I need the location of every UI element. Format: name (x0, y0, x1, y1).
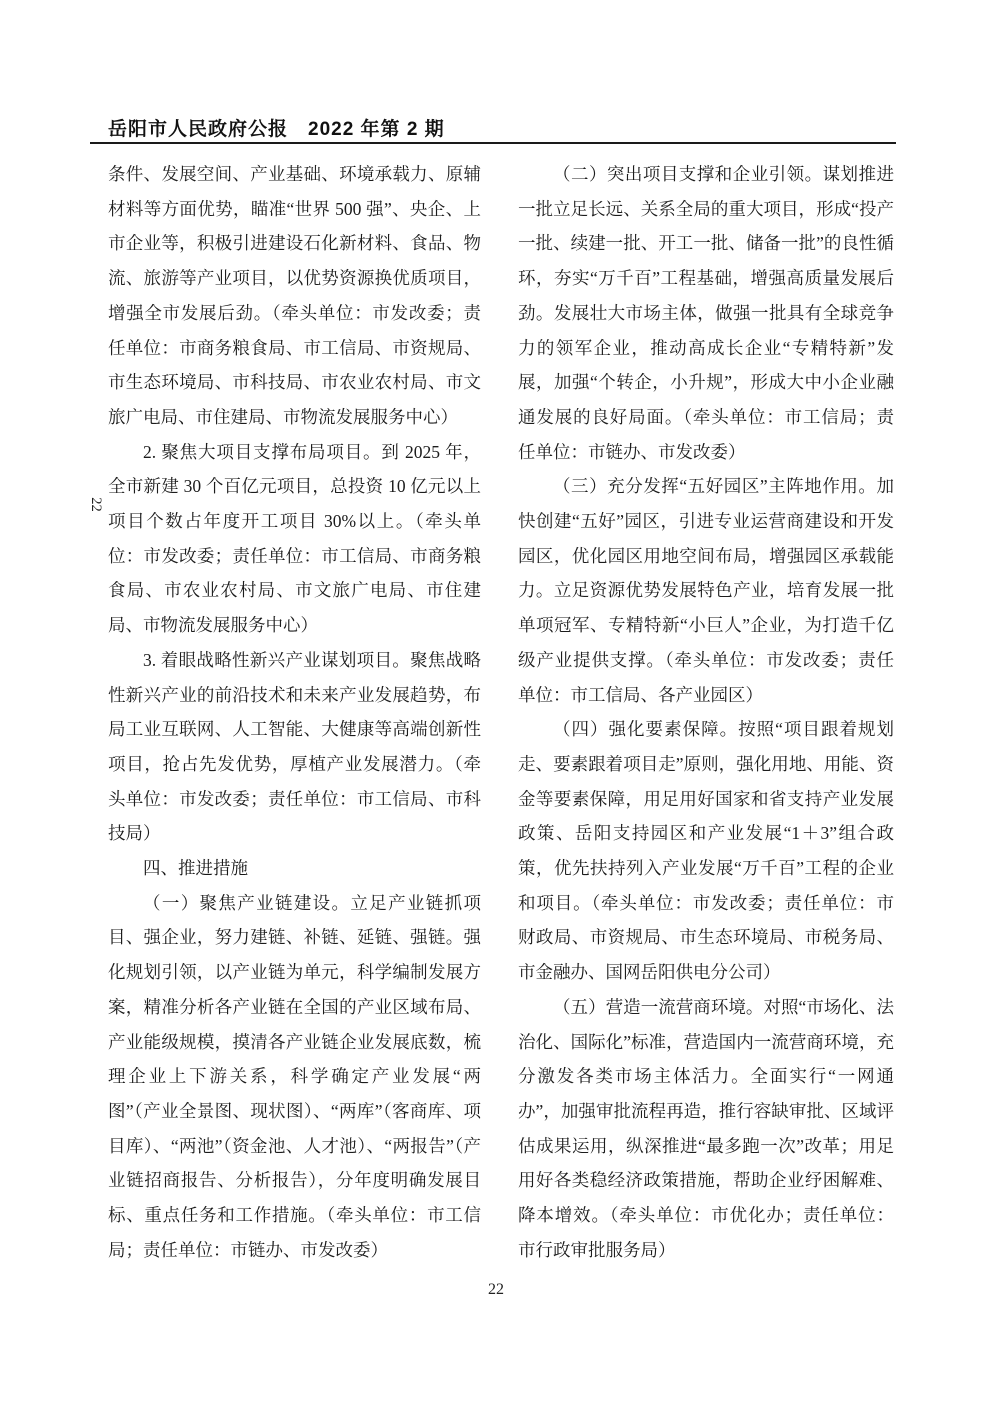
right-text-column (518, 157, 894, 1268)
header-divider-rule (90, 142, 896, 144)
paragraph: （四）强化要素保障。按照“项目跟着规划走、要素跟着项目走”原则，强化用地、用能、资金等要素保障，用足用好国家和省支持产业发展政策、岳阳支持园区和产业发展“1＋3”组合政策，优先扶持列入产业发展“万千百”工程的企业和项目。（牵头单位：市发改委；责任单位：市财政局、市资规局、市生态环境局、市税务局、市金融办、国网岳阳供电分公司） (518, 719, 894, 983)
paragraph: （一）聚焦产业链建设。立足产业链抓项目、强企业，努力建链、补链、延链、强链。强化规划引领，以产业链为单元，科学编制发展方案，精准分析各产业链在全国的产业区域布局、产业能级规模，摸清各产业链企业发展底数，梳理企业上下游关系，科学确定产业发展“两图”（产业全景图、现状图）、“两库”（客商库、项目库）、“两池”（资金池、人才池）、“两报告”（产业链招商报告、分析报告），分年度明确发展目标、重点任务和工作措施。（牵头单位：市工信局；责任单位：市链办、市发改委） (108, 892, 481, 1260)
section-heading: 四、推进措施 (143, 858, 248, 879)
margin-page-number: 22 (87, 497, 104, 512)
paragraph: （二）突出项目支撑和企业引领。谋划推进一批立足长远、关系全局的重大项目，形成“投产一批、续建一批、开工一批、储备一批”的良性循环，夯实“万千百”工程基础，增强高质量发展后劲。发展壮大市场主体，做强一批具有全球竞争力的领军企业，推动高成长企业“专精特新”发展，加强“个转企，小升规”，形成大中小企业融通发展的良好局面。（牵头单位：市工信局；责任单位：市链办、市发改委） (518, 164, 894, 462)
paragraph: 条件、发展空间、产业基础、环境承载力、原辅材料等方面优势，瞄准“世界 500 强”、央企、上市企业等，积极引进建设石化新材料、食品、物流、旅游等产业项目，以优势资源换优质项目，增强全市发展后劲。（牵头单位：市发改委；责任单位：市商务粮食局、市工信局、市资规局、市生态环境局、市科技局、市农业农村局、市文旅广电局、市住建局、市物流发展服务中心） (108, 164, 481, 427)
left-text-column (108, 157, 481, 1268)
footer-page-number: 22 (488, 1281, 504, 1298)
page-header-title: 岳阳市人民政府公报 2022 年第 2 期 (108, 119, 445, 140)
paragraph: 2. 聚焦大项目支撑布局项目。到 2025 年，全市新建 30 个百亿元项目，总投资 10 亿元以上项目个数占年度开工项目 30%以上。（牵头单位：市发改委；责任单位：市工信局、市商务粮食局、市农业农村局、市文旅广电局、市住建局、市物流发展服务中心） (108, 441, 481, 636)
paragraph: 3. 着眼战略性新兴产业谋划项目。聚焦战略性新兴产业的前沿技术和未来产业发展趋势，布局工业互联网、人工智能、大健康等高端创新性项目，抢占先发优势，厚植产业发展潜力。（牵头单位：市发改委；责任单位：市工信局、市科技局） (108, 649, 481, 844)
paragraph: （五）营造一流营商环境。对照“市场化、法治化、国际化”标准，营造国内一流营商环境，充分激发各类市场主体活力。全面实行“一网通办”，加强审批流程再造，推行容缺审批、区域评估成果运用，纵深推进“最多跑一次”改革；用足用好各类稳经济政策措施，帮助企业纾困解难、降本增效。（牵头单位：市优化办；责任单位：市行政审批服务局） (518, 996, 894, 1260)
paragraph: （三）充分发挥“五好园区”主阵地作用。加快创建“五好”园区，引进专业运营商建设和开发园区，优化园区用地空间布局，增强园区承载能力。立足资源优势发展特色产业，培育发展一批单项冠军、专精特新“小巨人”企业，为打造千亿级产业提供支撑。（牵头单位：市发改委；责任单位：市工信局、各产业园区） (518, 476, 894, 705)
